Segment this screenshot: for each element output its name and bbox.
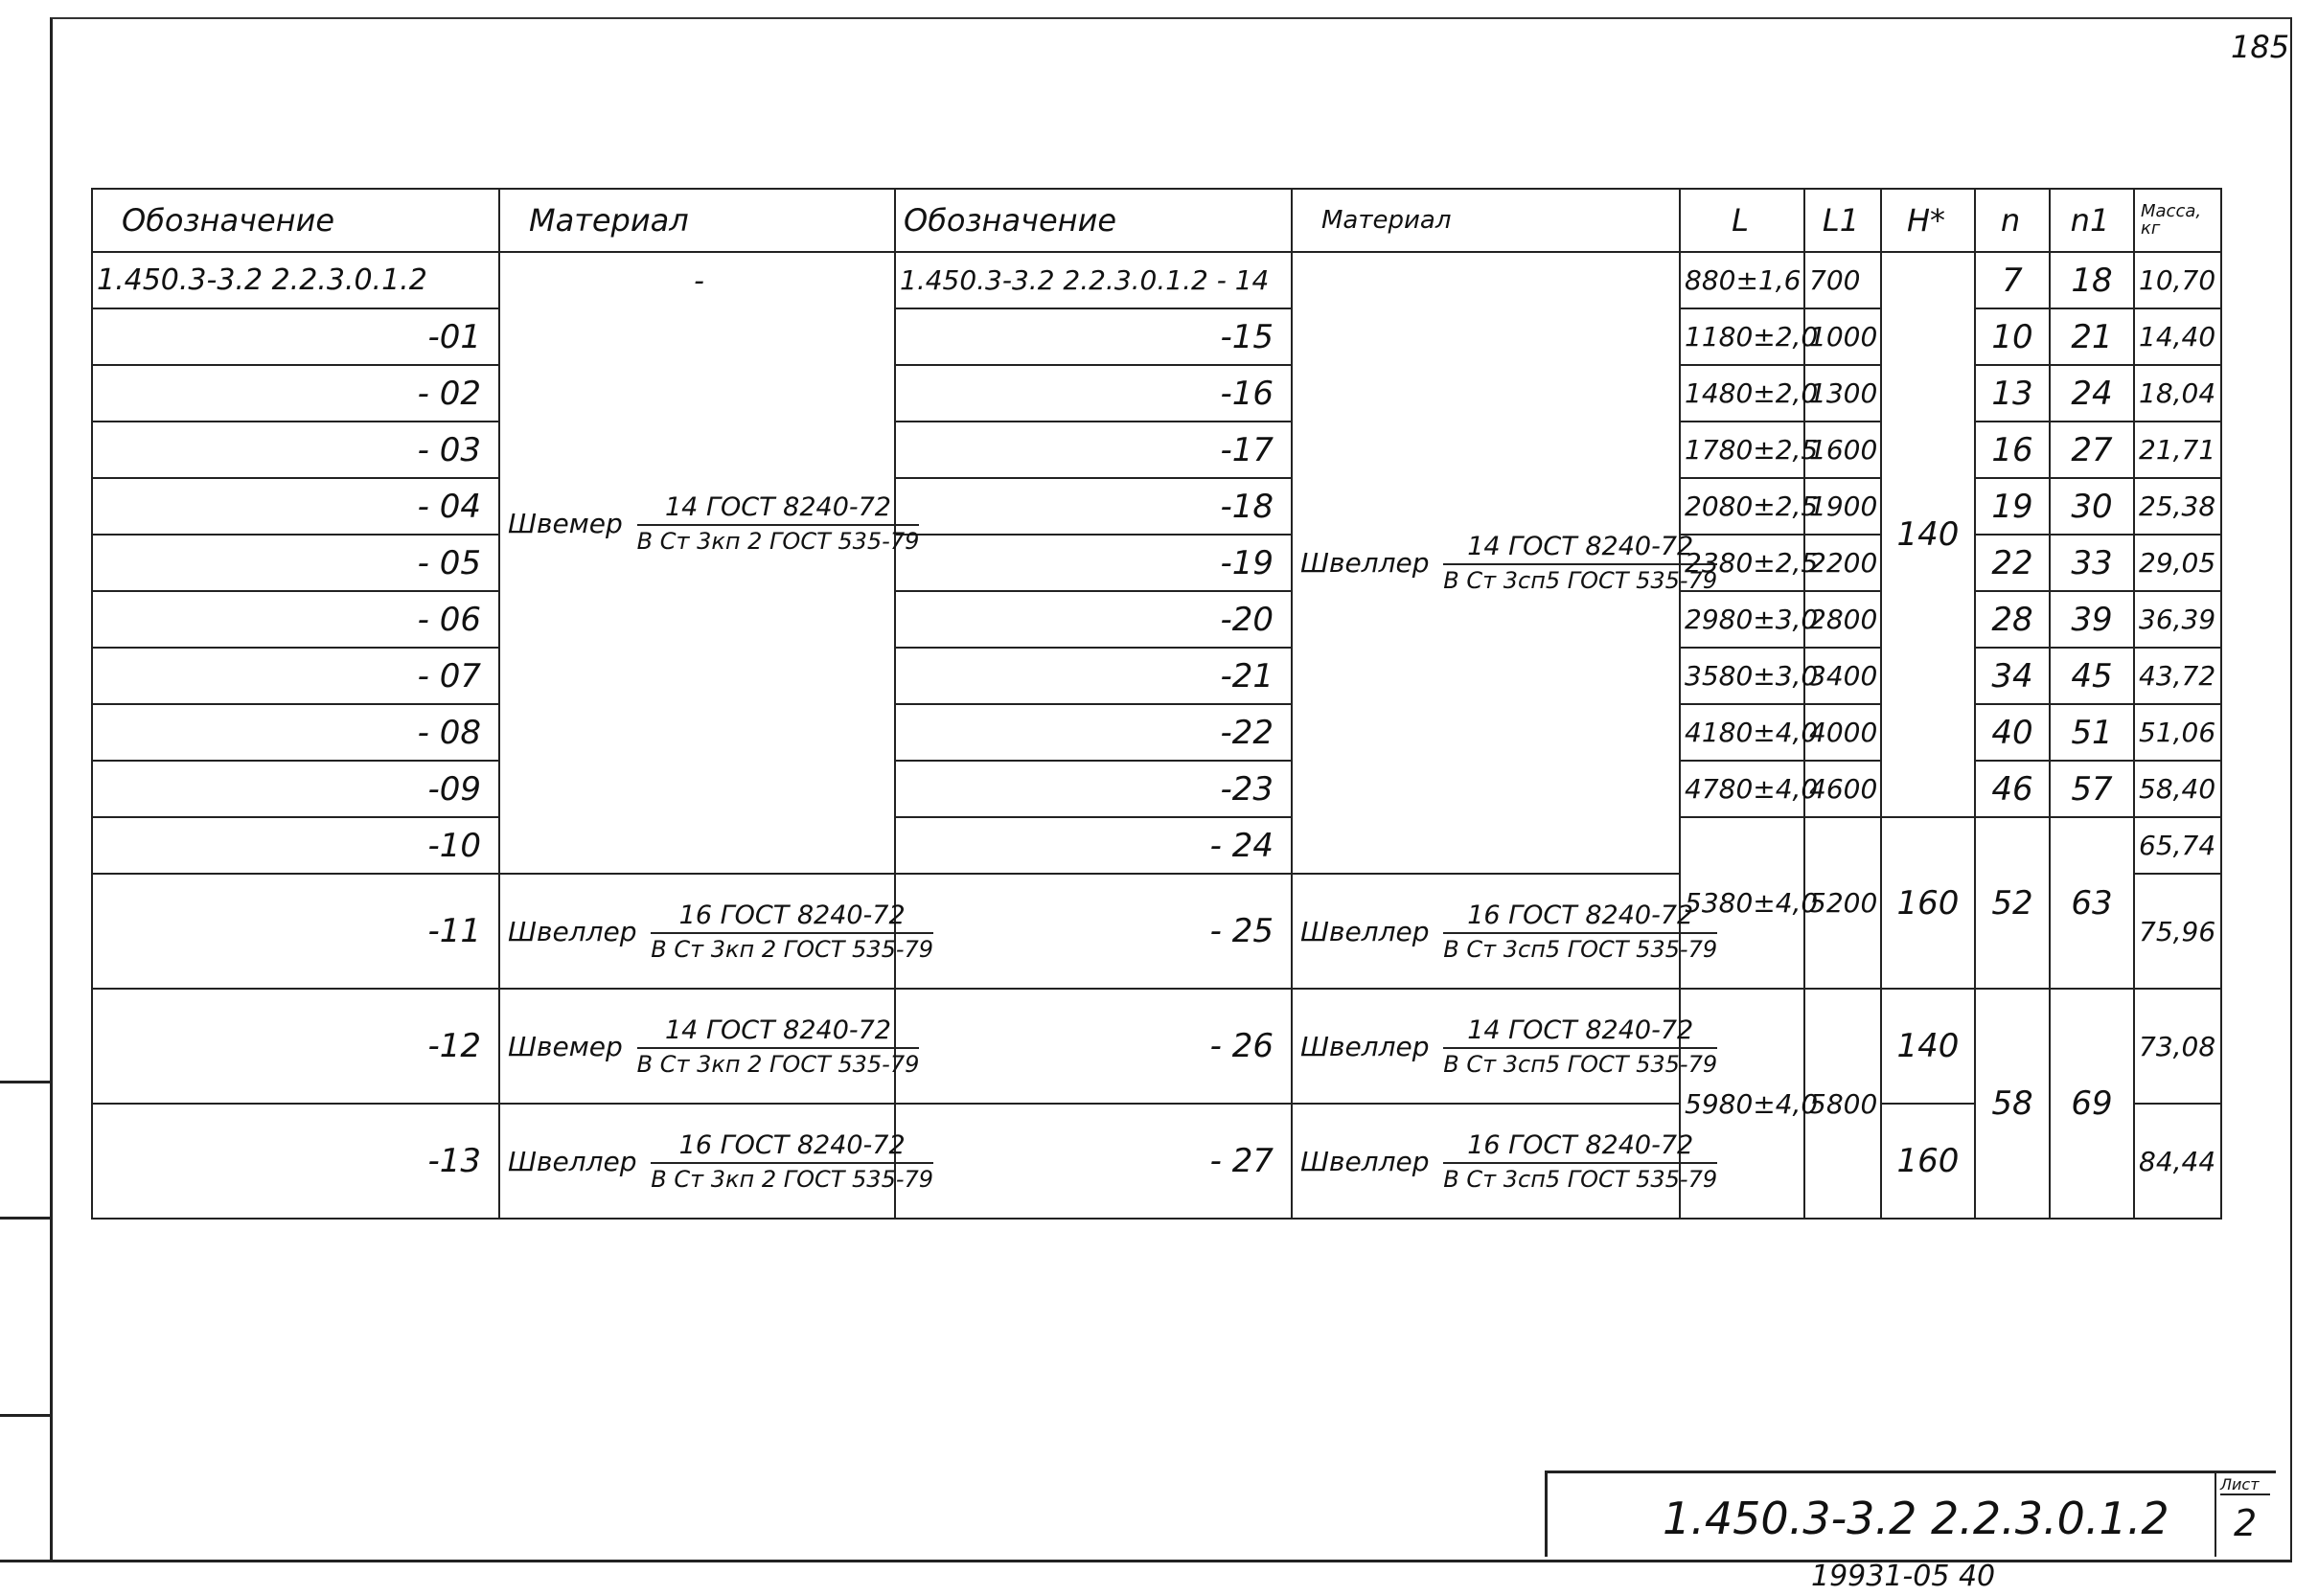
- L-cell: 1480±2,0: [1680, 365, 1804, 422]
- designation-cell: -15: [895, 308, 1292, 365]
- material-label: Швемер: [508, 508, 623, 539]
- header-n1: n1: [2050, 189, 2134, 252]
- n-cell: 58: [1975, 989, 2050, 1219]
- material-spec: [1443, 1015, 1717, 1078]
- L1-cell: 1900: [1804, 478, 1881, 535]
- mass-cell: 43,72: [2134, 648, 2221, 704]
- material-label: Швеллер: [508, 1145, 637, 1177]
- title-block: [1545, 1471, 2276, 1557]
- mass-cell: 14,40: [2134, 308, 2221, 365]
- L1-cell: 2800: [1804, 591, 1881, 648]
- n-cell: 16: [1975, 422, 2050, 478]
- material-cell: [1292, 874, 1718, 989]
- mass-cell: 10,70: [2134, 252, 2221, 308]
- material-grade: В Ст 3кп 2 ГОСТ 535-79: [636, 1050, 920, 1078]
- mass-cell: 75,96: [2134, 874, 2221, 989]
- n-cell: 52: [1975, 817, 2050, 989]
- material-cell: [499, 252, 920, 874]
- header-material: Материал: [1292, 189, 1680, 252]
- L1-cell: 1000: [1804, 308, 1881, 365]
- L-cell: 2380±2,5: [1680, 535, 1804, 591]
- material-profile: 16 ГОСТ 8240-72: [1443, 1130, 1717, 1164]
- sheet-label: Лист: [2220, 1475, 2270, 1495]
- header-mass: Масса, кг: [2134, 189, 2221, 252]
- header-L1: L1: [1804, 189, 1881, 252]
- material-spec: [637, 1015, 920, 1078]
- material-grade: В Ст 3сп5 ГОСТ 535-79: [1443, 1165, 1718, 1193]
- designation-cell: - 25: [895, 874, 1292, 989]
- L-cell: 3580±3,0: [1680, 648, 1804, 704]
- n1-cell: 30: [2050, 478, 2134, 535]
- L-cell: 4180±4,0: [1680, 704, 1804, 761]
- n-cell: 7: [1975, 252, 2050, 308]
- designation-cell: -10: [92, 817, 499, 874]
- table-row: [92, 252, 2221, 308]
- designation-cell: -16: [895, 365, 1292, 422]
- material-grade: В Ст 3сп5 ГОСТ 535-79: [1443, 935, 1718, 963]
- designation-cell: -21: [895, 648, 1292, 704]
- mass-cell: 18,04: [2134, 365, 2221, 422]
- n1-cell: 69: [2050, 989, 2134, 1219]
- material-grade: В Ст 3кп 2 ГОСТ 535-79: [651, 935, 934, 963]
- designation-cell: -12: [92, 989, 499, 1104]
- material-grade: В Ст 3кп 2 ГОСТ 535-79: [651, 1165, 934, 1193]
- table-row: [92, 817, 2221, 874]
- L1-cell: 2200: [1804, 535, 1881, 591]
- designation-cell: - 24: [895, 817, 1292, 874]
- L1-cell: 1300: [1804, 365, 1881, 422]
- n-cell: 40: [1975, 704, 2050, 761]
- table-row: [92, 1104, 2221, 1219]
- L1-cell: 5200: [1804, 817, 1881, 989]
- inventory-number: 19931-05 40: [1811, 1560, 1996, 1593]
- mass-cell: 84,44: [2134, 1104, 2221, 1219]
- mass-cell: 58,40: [2134, 761, 2221, 817]
- H-cell: 160: [1881, 817, 1975, 989]
- L-cell: 1180±2,0: [1680, 308, 1804, 365]
- document-code: 1.450.3-3.2 2.2.3.0.1.2: [1663, 1493, 2169, 1544]
- designation-cell: - 06: [92, 591, 499, 648]
- n1-cell: 21: [2050, 308, 2134, 365]
- mass-cell: 36,39: [2134, 591, 2221, 648]
- L1-cell: 3400: [1804, 648, 1881, 704]
- material-label: Швеллер: [1300, 1145, 1430, 1177]
- material-label: Швеллер: [1300, 915, 1430, 947]
- L-cell: 1780±2,5: [1680, 422, 1804, 478]
- margin-tick: [0, 1217, 50, 1220]
- material-profile: 14 ГОСТ 8240-72: [1443, 1015, 1717, 1049]
- designation-cell: -13: [92, 1104, 499, 1219]
- n-cell: 22: [1975, 535, 2050, 591]
- material-spec: [651, 1130, 933, 1193]
- H-cell: 140: [1881, 252, 1975, 817]
- material-cell: [499, 874, 934, 989]
- designation-cell: - 03: [92, 422, 499, 478]
- designation-cell: -09: [92, 761, 499, 817]
- n1-cell: 51: [2050, 704, 2134, 761]
- n-cell: 10: [1975, 308, 2050, 365]
- designation-cell: - 05: [92, 535, 499, 591]
- designation-cell: -22: [895, 704, 1292, 761]
- header-row: [92, 189, 2221, 252]
- designation-cell: - 08: [92, 704, 499, 761]
- n-cell: 34: [1975, 648, 2050, 704]
- L-cell: 880±1,6: [1680, 252, 1804, 308]
- L-cell: 4780±4,0: [1680, 761, 1804, 817]
- material-cell: [1292, 1104, 1718, 1219]
- L-cell: 2080±2,5: [1680, 478, 1804, 535]
- material-profile: 16 ГОСТ 8240-72: [1443, 901, 1717, 934]
- n-cell: 19: [1975, 478, 2050, 535]
- material-spec: [1443, 901, 1717, 963]
- material-spec: [651, 901, 933, 963]
- designation-cell: - 04: [92, 478, 499, 535]
- material-cell: [1292, 989, 1718, 1104]
- L1-cell: 1600: [1804, 422, 1881, 478]
- n1-cell: 33: [2050, 535, 2134, 591]
- material-cell: [499, 989, 920, 1104]
- mass-cell: 51,06: [2134, 704, 2221, 761]
- designation-cell: -19: [895, 535, 1292, 591]
- designation-cell: -01: [92, 308, 499, 365]
- designation-cell: -18: [895, 478, 1292, 535]
- page-number: 185: [2231, 29, 2290, 65]
- sheet-box: [2215, 1473, 2276, 1557]
- n1-cell: 18: [2050, 252, 2134, 308]
- material-profile: 14 ГОСТ 8240-72: [637, 492, 920, 526]
- material-profile: 16 ГОСТ 8240-72: [651, 1130, 933, 1164]
- material-cell: [1292, 252, 1718, 874]
- material-spec: [1443, 532, 1717, 594]
- n-cell: 13: [1975, 365, 2050, 422]
- designation-cell: 1.450.3-3.2 2.2.3.0.1.2 - 14: [895, 252, 1292, 308]
- designation-cell: -11: [92, 874, 499, 989]
- material-label: Швеллер: [1300, 1030, 1430, 1062]
- header-L: L: [1680, 189, 1804, 252]
- material-profile: 14 ГОСТ 8240-72: [1443, 532, 1717, 565]
- table-row: [92, 989, 2221, 1104]
- sheet-number: 2: [2234, 1502, 2258, 1544]
- material-dash: -: [694, 264, 704, 298]
- designation-cell: -20: [895, 591, 1292, 648]
- header-designation: Обозначение: [895, 189, 1292, 252]
- n-cell: 46: [1975, 761, 2050, 817]
- n1-cell: 63: [2050, 817, 2134, 989]
- n-cell: 28: [1975, 591, 2050, 648]
- n1-cell: 24: [2050, 365, 2134, 422]
- L1-cell: 5800: [1804, 989, 1881, 1219]
- L1-cell: 4000: [1804, 704, 1881, 761]
- margin-tick: [0, 1414, 50, 1417]
- material-label: Швеллер: [1300, 547, 1430, 579]
- material-profile: 16 ГОСТ 8240-72: [651, 901, 933, 934]
- header-designation: Обозначение: [92, 189, 499, 252]
- n1-cell: 57: [2050, 761, 2134, 817]
- designation-cell: - 07: [92, 648, 499, 704]
- material-grade: В Ст 3сп5 ГОСТ 535-79: [1443, 567, 1718, 594]
- header-n: n: [1975, 189, 2050, 252]
- material-label: Швеллер: [508, 915, 637, 947]
- header-H: H*: [1881, 189, 1975, 252]
- n1-cell: 39: [2050, 591, 2134, 648]
- designation-cell: -23: [895, 761, 1292, 817]
- n1-cell: 27: [2050, 422, 2134, 478]
- material-grade: В Ст 3сп5 ГОСТ 535-79: [1443, 1050, 1718, 1078]
- n1-cell: 45: [2050, 648, 2134, 704]
- material-profile: 14 ГОСТ 8240-72: [637, 1015, 920, 1049]
- L-cell: 5380±4,0: [1680, 817, 1804, 989]
- mass-cell: 29,05: [2134, 535, 2221, 591]
- material-spec: [637, 492, 920, 555]
- material-grade: В Ст 3кп 2 ГОСТ 535-79: [636, 528, 920, 555]
- mass-cell: 21,71: [2134, 422, 2221, 478]
- H-cell: 140: [1881, 989, 1975, 1104]
- material-cell: [499, 1104, 934, 1219]
- designation-cell: - 27: [895, 1104, 1292, 1219]
- H-cell: 160: [1881, 1104, 1975, 1219]
- L1-cell: 4600: [1804, 761, 1881, 817]
- designation-cell: - 02: [92, 365, 499, 422]
- frame-right-edge: [2290, 17, 2292, 1562]
- specification-table: [91, 188, 2222, 1220]
- margin-tick: [0, 1081, 50, 1083]
- header-material: Материал: [499, 189, 895, 252]
- mass-cell: 65,74: [2134, 817, 2221, 874]
- L-cell: 2980±3,0: [1680, 591, 1804, 648]
- designation-cell: - 26: [895, 989, 1292, 1104]
- L1-cell: 700: [1804, 252, 1881, 308]
- material-spec: [1443, 1130, 1717, 1193]
- L-cell: 5980±4,0: [1680, 989, 1804, 1219]
- material-label: Швемер: [508, 1030, 623, 1062]
- designation-cell: -17: [895, 422, 1292, 478]
- mass-cell: 25,38: [2134, 478, 2221, 535]
- mass-cell: 73,08: [2134, 989, 2221, 1104]
- designation-cell: 1.450.3-3.2 2.2.3.0.1.2: [92, 252, 499, 308]
